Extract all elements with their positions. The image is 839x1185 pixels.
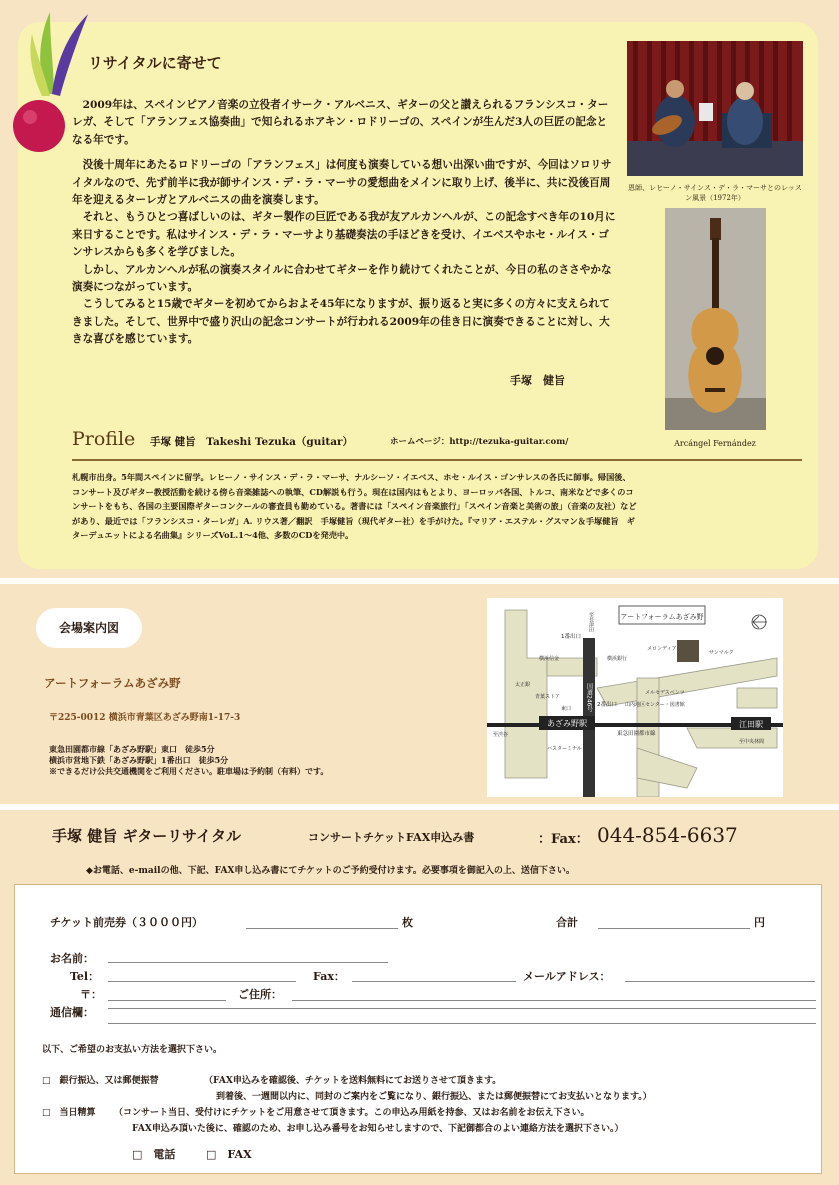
map-label: 東口	[561, 706, 572, 712]
zip-label: 〒：	[80, 988, 102, 1001]
profile-bio: 札幌市出身。5年間スペインに留学。レヒーノ・サインス・デ・ラ・マーサ、ナルシーソ・イエベス、ホセ・ルイス・ゴンサレスの各氏に師事。帰国後、コンサート及びギター教授活動を続ける傍ら音楽雑誌への執筆、CD解説も行う。現在は国内はもとより、ヨーロッパ各国、トルコ、南米などで多くのコンサートをもち、各国の主要国際ギターコンクールの審査員も勤めている。著書には「スペイン音楽旅行」「スペイン音楽と美術の旅」（音楽の友社）などがあり、最近では「フランシスコ・ターレガ」A. リウス著／翻訳 手塚健旨（現代ギター社）を手がけた。『マリア・エステル・グスマン＆手塚健旨 ギターデュエットによる名曲集』シリーズVoL.1〜4他、多数のCDを発売中。	[72, 472, 637, 541]
map-label: 至中央林間	[739, 739, 765, 745]
comm-field[interactable]	[108, 1008, 816, 1009]
essay-paragraph: 2009年は、スペインピアノ音楽の立役者イサーク・アルベニス、ギターの父と讃えられるフランシスコ・ターレガ、そして「アランフェス協奏曲」で知られるホアキン・ロドリーゴの、スペインが生んだ3人の巨匠の記念となる年です。	[72, 99, 609, 146]
map-label: メルセデスベンツ	[645, 690, 685, 696]
map-label: サンマルク	[709, 650, 734, 656]
contact-fax-checkbox[interactable]: □ FAX	[206, 1148, 252, 1161]
tel-label: Tel：	[70, 970, 100, 983]
map-label: 太正銀	[515, 682, 531, 688]
email-label: メールアドレス：	[523, 970, 611, 983]
address-field[interactable]	[292, 1000, 816, 1001]
total-unit: 円	[754, 916, 765, 929]
comm-field-line[interactable]	[108, 1023, 816, 1024]
venue-address: 〒225-0012 横浜市青葉区あざみ野南1-17-3	[49, 713, 241, 723]
access-line: 東急田園都市線「あざみ野駅」東口 徒歩5分	[49, 744, 215, 754]
ticket-quantity-field[interactable]	[246, 928, 398, 929]
name-label: お名前：	[50, 952, 94, 965]
map-label: 山内地区センター・図書館	[625, 702, 685, 708]
map-station-azamino: あざみ野駅	[547, 719, 587, 728]
map-label: 青葉ストア	[535, 694, 560, 700]
essay-paragraph: それと、もうひとつ喜ばしいのは、ギター製作の巨匠である我が友アルカンヘルが、この記念すべき年の10月に来日することです。私はサインス・デ・ラ・マーサより基礎奏法の手ほどきを受け、イエベスやホセ・ルイス・ゴンサレスからも多くを学びました。	[72, 211, 616, 259]
map-label: 至渋谷	[493, 732, 509, 738]
name-field[interactable]	[108, 962, 388, 963]
option-pay-on-day-text: （コンサート当日、受付けにチケットをご用意させて頂きます。この申込み用紙を持参、又はお名前をお伝え下さい。	[114, 1108, 590, 1118]
venue-name: アートフォーラムあざみ野	[44, 676, 181, 690]
map-label: 横浜銀行	[607, 656, 628, 662]
recital-title: リサイタルに寄せて	[88, 54, 222, 72]
profile-homepage-link[interactable]: ホームページ：http://tezuka-guitar.com/	[390, 437, 569, 447]
total-field[interactable]	[598, 928, 750, 929]
access-line: 横浜市営地下鉄「あざみ野駅」1番出口 徒歩5分	[49, 755, 229, 765]
venue-access	[49, 744, 328, 777]
profile-name: 手塚 健旨 Takeshi Tezuka（guitar）	[150, 436, 354, 448]
order-subtitle: コンサートチケットFAX申込み書	[308, 831, 475, 844]
ticket-label: チケット前売券（３０００円）	[50, 916, 204, 929]
order-title: 手塚 健旨 ギターリサイタル	[52, 827, 241, 845]
essay-signature: 手塚 健旨	[510, 374, 565, 387]
profile-heading: Profile	[72, 428, 136, 450]
email-field[interactable]	[625, 981, 815, 982]
essay-paragraph: 没後十周年にあたるロドリーゴの「アランフェス」は何度も演奏している想い出深い曲ですが、今回はソロリサイタルなので、先ず前半に我が師サインス・デ・ラ・マーサの愛想曲をメインに取り上げ、後半に、共に没後百周年を迎えるターレガとアルベニスの曲を演奏します。	[72, 159, 612, 207]
guitar-photo	[665, 208, 766, 430]
profile-divider	[72, 459, 802, 461]
zip-field[interactable]	[108, 1000, 226, 1001]
option-bank-transfer[interactable]: □ 銀行振込、又は郵便振替	[42, 1076, 159, 1086]
essay-paragraph: しかし、アルカンヘルが私の演奏スタイルに合わせてギターを作り続けてくれたことが、今日の私のささやかな演奏につながっています。	[72, 263, 612, 294]
address-label: ご住所：	[238, 988, 282, 1001]
fax-label: ：Fax：	[538, 832, 589, 847]
guitar-photo-caption: Arcángel Fernández	[674, 439, 756, 448]
comm-label: 通信欄：	[50, 1006, 94, 1019]
option-pay-on-day[interactable]: □ 当日精算	[42, 1108, 96, 1118]
lesson-photo-caption: 恩師、レヒーノ・サインス・デ・ラ・マーサとのレッスン風景（1972年）	[628, 184, 802, 202]
venue-map	[487, 598, 783, 797]
option-bank-transfer-text: （FAX申込みを確認後、チケットを送料無料にてお送りさせて頂きます。	[204, 1076, 502, 1086]
contact-phone-checkbox[interactable]: □ 電話	[132, 1148, 176, 1161]
ticket-unit: 枚	[402, 916, 413, 929]
map-route-246: 国道246号	[585, 683, 593, 713]
payment-prompt: 以下、ご希望のお支払い方法を選択下さい。	[42, 1045, 223, 1055]
access-line: ※できるだけ公共交通機関をご利用ください。駐車場は予約制（有料）です。	[49, 766, 329, 776]
option-pay-on-day-text: FAX申込み頂いた後に、確認のため、お申し込み番号をお知らせしますので、下記御都合のよい連絡方法を選択下さい。）	[132, 1124, 624, 1134]
map-exit-2: 2番出口	[597, 702, 617, 708]
map-line-label: 東急田園都市線	[617, 731, 656, 737]
map-station-eda: 江田駅	[739, 720, 763, 729]
map-venue-label: アートフォーラムあざみ野	[620, 613, 704, 621]
total-label: 合計	[556, 916, 578, 929]
map-exit-1: 1番出口	[561, 634, 581, 640]
map-label: 横浜信金	[539, 656, 560, 662]
fax-number: 044-854-6637	[597, 823, 738, 847]
venue-map-badge: 会場案内図	[36, 608, 142, 648]
recital-essay	[72, 97, 617, 349]
essay-paragraph: こうしてみると15歳でギターを初めてからおよそ45年になりますが、振り返ると実に多くの方々に支えられてきました。そして、世界中で盛り沢山の記念コンサートが行われる2009年の佳き日に演奏できることに対し、大きな喜びを感じています。	[72, 298, 610, 346]
map-label: メロンディア	[647, 646, 677, 652]
option-bank-transfer-text: 到着後、一週間以内に、同封のご案内をご覧になり、銀行振込、または郵便振替にてお支払いとなります。）	[216, 1092, 652, 1102]
fax-field[interactable]	[352, 981, 516, 982]
section-divider	[0, 804, 839, 810]
map-label: 至長津田	[588, 612, 594, 632]
order-notice: ◆お電話、e-mailの他、下記、FAX申し込み書にてチケットのご予約受付けます。必要事項を御記入の上、送信下さい。	[86, 866, 575, 876]
section-divider	[0, 578, 839, 584]
fax-field-label: Fax：	[313, 970, 345, 983]
lesson-photo	[627, 41, 803, 176]
map-label: バスターミナル	[547, 746, 582, 752]
tel-field[interactable]	[108, 981, 296, 982]
